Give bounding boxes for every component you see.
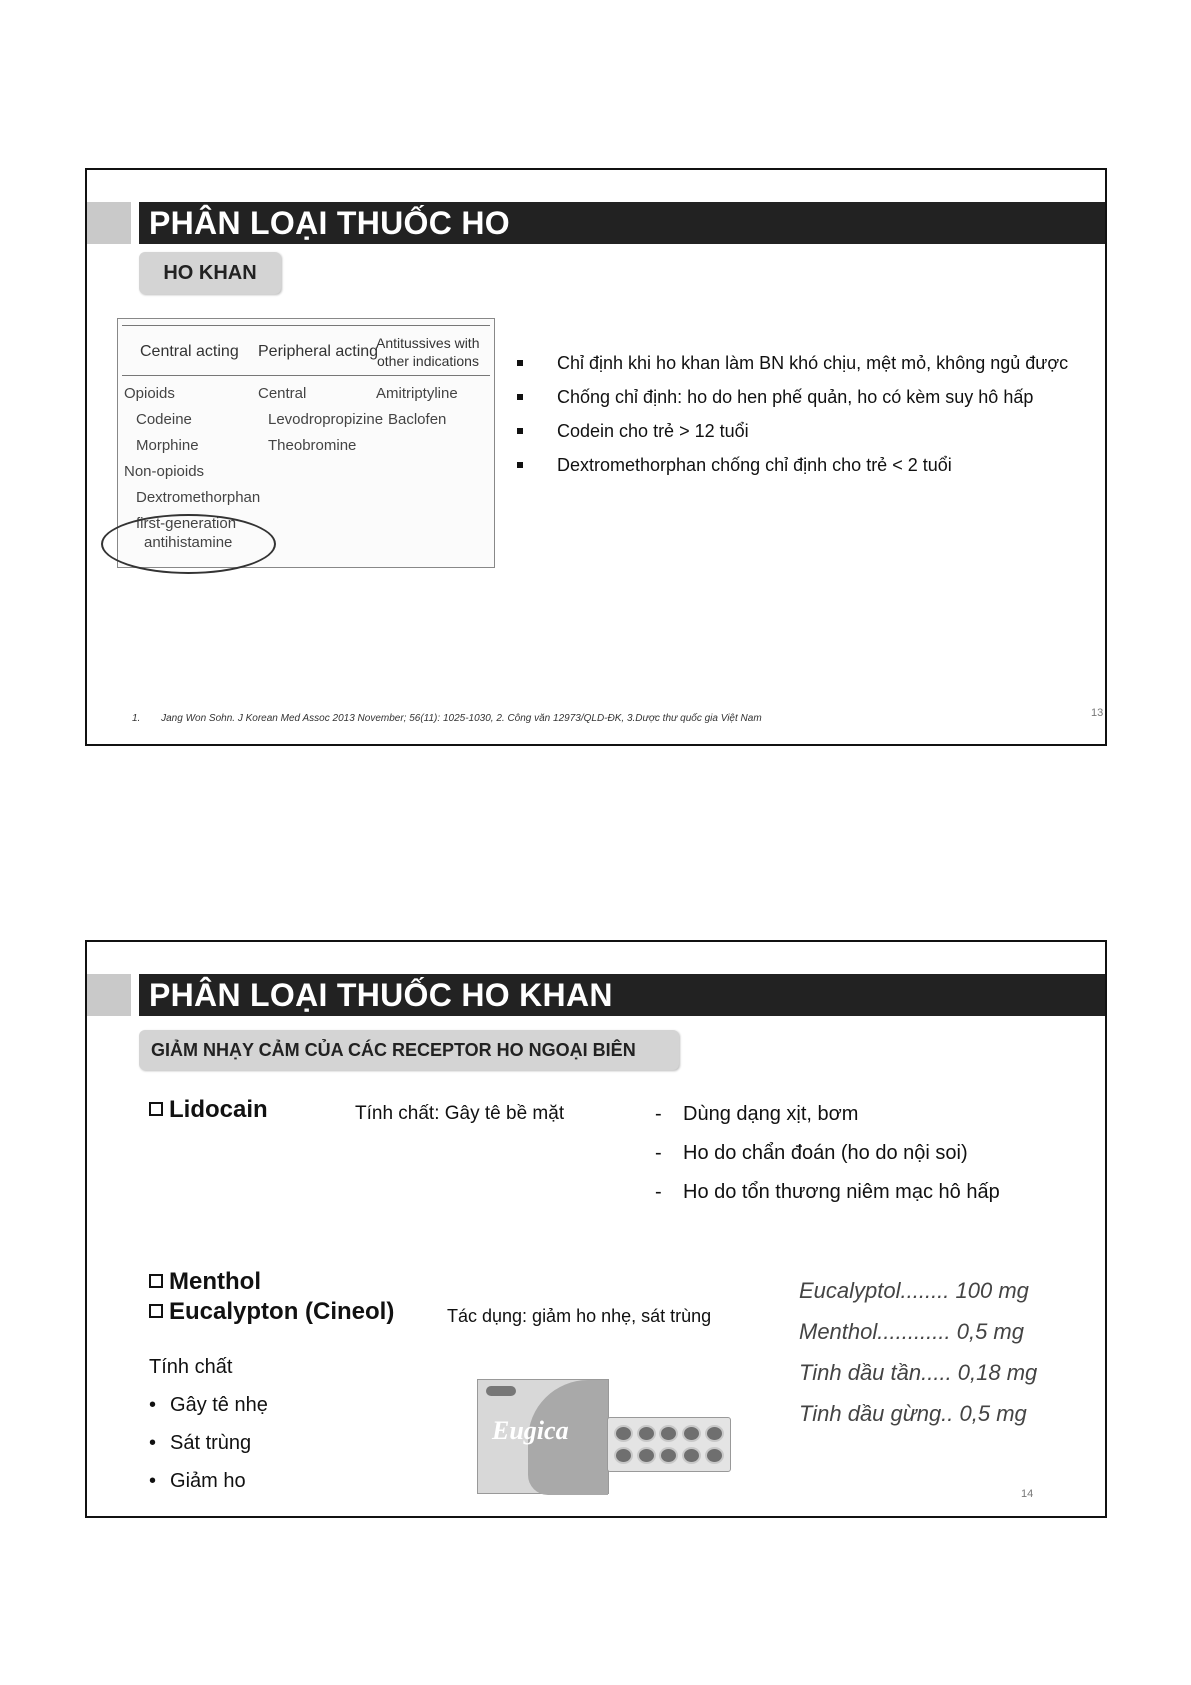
slide-14 bbox=[85, 940, 1107, 1518]
drug-heading-lidocain: Lidocain bbox=[149, 1096, 268, 1124]
slide-13: PHÂN LOẠI THUỐC HO HO KHAN Central acting Peripheral acting Antitussives with other indications Opioids Codeine Morphine Non-opioids Dextromethorphan first-generation antihistamine Central Levodropropizine Theobromine Amitriptyline Baclofen Chỉ định khi ho khan làm BN khó chịu, mệt mỏ, không ngủ được Chống chỉ định: ho do hen phế quản, ho có kèm suy hô hấp Codein cho trẻ > 12 tuổi Dextromethorphan chống chỉ định cho trẻ < 2 tuổi 1. Jang Won Sohn. J Korean Med Assoc 2013 November; 56(11): 1025-1030, 2. Công văn 12973/QLD-ĐK, 3.Dược thư quốc gia Việt Nam 13 bbox=[85, 168, 1107, 746]
list-item: • Gây tê nhẹ bbox=[149, 1394, 268, 1416]
checkbox-bullet-icon bbox=[149, 1304, 163, 1318]
formula-line: Tinh dầu tần..... 0,18 mg bbox=[799, 1360, 1038, 1385]
brand-logo-icon bbox=[486, 1386, 516, 1396]
table-cell: Amitriptyline bbox=[376, 385, 458, 402]
antitussive-classification-table bbox=[117, 318, 495, 568]
dash-marker: - bbox=[655, 1103, 662, 1125]
table-header-rule bbox=[122, 375, 490, 376]
effect-text: Tác dụng: giảm ho nhẹ, sát trùng bbox=[447, 1306, 712, 1326]
table-cell: antihistamine bbox=[144, 534, 233, 551]
dash-marker: - bbox=[655, 1181, 662, 1203]
formula-line: Tinh dầu gừng.. 0,5 mg bbox=[799, 1401, 1027, 1426]
product-brand: Eugica bbox=[492, 1416, 569, 1445]
slide-title: PHÂN LOẠI THUỐC HO KHAN bbox=[139, 974, 1105, 1016]
table-header-other-1: Antitussives with bbox=[376, 335, 480, 351]
dash-marker: - bbox=[655, 1142, 662, 1164]
page-number: 13 bbox=[1091, 707, 1104, 719]
bullet-square-icon bbox=[517, 428, 523, 434]
list-item: • Giảm ho bbox=[149, 1470, 246, 1492]
section-tag: HO KHAN bbox=[139, 252, 281, 294]
product-box-image bbox=[477, 1379, 609, 1494]
capsule-icon bbox=[614, 1425, 633, 1442]
table-cell: Theobromine bbox=[268, 437, 357, 454]
slide-title-bar bbox=[87, 974, 1105, 1016]
table-header-peripheral: Peripheral acting bbox=[258, 343, 379, 360]
formula-line: Menthol............ 0,5 mg bbox=[799, 1319, 1024, 1344]
table-cell: Codeine bbox=[136, 411, 192, 428]
lidocain-point: Ho do tổn thương niêm mạc hô hấp bbox=[683, 1181, 1000, 1203]
reference-footer: 1. Jang Won Sohn. J Korean Med Assoc 2013 November; 56(11): 1025-1030, 2. Công văn 12973/QLD-ĐK, 3.Dược thư quốc gia Việt Nam bbox=[132, 713, 762, 724]
checkbox-bullet-icon bbox=[149, 1274, 163, 1288]
capsule-icon bbox=[637, 1447, 656, 1464]
table-cell: Baclofen bbox=[388, 411, 447, 428]
capsule-icon bbox=[682, 1425, 701, 1442]
capsule-icon bbox=[682, 1447, 701, 1464]
properties-title: Tính chất bbox=[149, 1356, 233, 1378]
capsule-icon bbox=[705, 1447, 724, 1464]
capsule-icon bbox=[705, 1425, 724, 1442]
table-cell: Non-opioids bbox=[124, 463, 205, 480]
highlight-ellipse bbox=[101, 514, 276, 574]
blister-pack-image bbox=[607, 1417, 731, 1472]
table-header-central: Central acting bbox=[140, 343, 239, 360]
slide-title: PHÂN LOẠI THUỐC HO bbox=[139, 202, 1105, 244]
capsule-icon bbox=[614, 1447, 633, 1464]
table-cell: first-generation bbox=[136, 515, 237, 532]
table-cell: Opioids bbox=[124, 385, 175, 402]
drug-heading-eucalypton: Eucalypton (Cineol) bbox=[149, 1298, 394, 1326]
capsule-icon bbox=[659, 1425, 678, 1442]
bullet-square-icon bbox=[517, 360, 523, 366]
capsule-icon bbox=[659, 1447, 678, 1464]
table-cell: Central bbox=[258, 385, 307, 402]
page-number: 14 bbox=[1021, 1488, 1034, 1500]
lidocain-point: Ho do chẩn đoán (ho do nội soi) bbox=[683, 1142, 968, 1164]
table-cell: Levodropropizine bbox=[268, 411, 384, 428]
lidocain-point: Dùng dạng xịt, bơm bbox=[683, 1103, 859, 1125]
drug-heading-menthol: Menthol bbox=[149, 1268, 261, 1296]
checkbox-bullet-icon bbox=[149, 1102, 163, 1116]
table-cell: Morphine bbox=[136, 437, 199, 454]
section-tag: GIẢM NHẠY CẢM CỦA CÁC RECEPTOR HO NGOẠI BIÊN bbox=[139, 1030, 679, 1070]
table-cell: Dextromethorphan bbox=[136, 489, 261, 506]
slide-title-bar bbox=[87, 202, 1105, 244]
formula-line: Eucalyptol........ 100 mg bbox=[799, 1278, 1029, 1303]
list-item: • Sát trùng bbox=[149, 1432, 252, 1454]
bullet-square-icon bbox=[517, 462, 523, 468]
bullet-square-icon bbox=[517, 394, 523, 400]
title-accent-square bbox=[87, 974, 131, 1016]
title-accent-square bbox=[87, 202, 131, 244]
capsule-icon bbox=[637, 1425, 656, 1442]
table-top-rule bbox=[122, 325, 490, 326]
table-header-other-2: other indications bbox=[377, 353, 479, 369]
lidocain-property: Tính chất: Gây tê bề mặt bbox=[355, 1103, 565, 1124]
